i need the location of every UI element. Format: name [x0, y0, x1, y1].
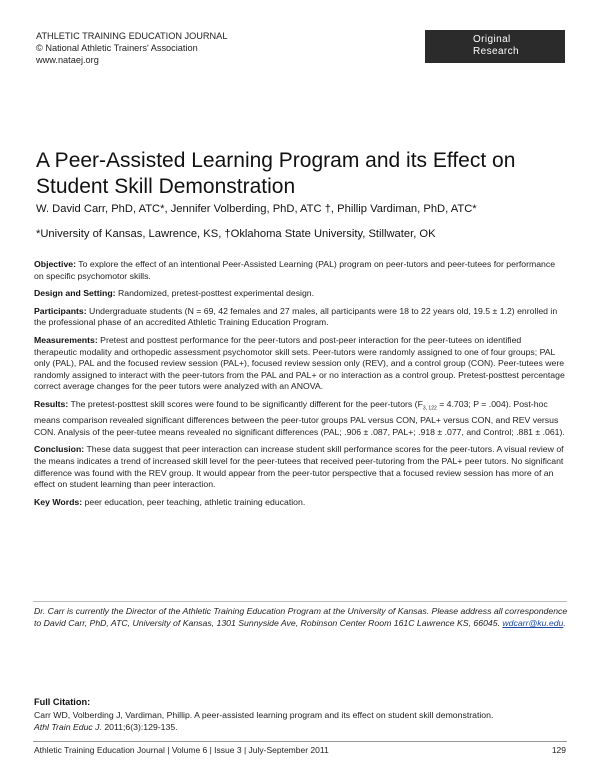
- results-label: Results:: [34, 398, 69, 409]
- objective-text: To explore the effect of an intentional Peer-Assisted Learning (PAL) program on peer-tutors and peer-tutees for performance on specific psychomotor skills.: [34, 259, 556, 281]
- abstract-design: [34, 288, 566, 300]
- keywords-text: peer education, peer teaching, athletic training education.: [84, 496, 306, 507]
- author-note-end: .: [563, 617, 566, 628]
- journal-header: [36, 30, 227, 66]
- objective-label: Objective:: [34, 259, 77, 269]
- author-note: [34, 606, 568, 630]
- badge-line-1: Original: [473, 34, 511, 45]
- citation-text: Carr WD, Volberding J, Vardiman, Phillip. A peer-assisted learning program and its effect on student skill demonstration.: [34, 710, 494, 720]
- measurements-label: Measurements:: [34, 334, 98, 345]
- journal-name: ATHLETIC TRAINING EDUCATION JOURNAL: [36, 31, 228, 41]
- author-note-text: Dr. Carr is currently the Director of the Athletic Training Education Program at the University of Kansas. Please address all correspondence to David Carr, PhD, ATC, University of Kansas, 1301 Sunnyside Ave, Robinson Center Room 161C Lawrence KS, 66045.: [34, 606, 568, 628]
- results-subscript: 3, 122: [422, 405, 437, 412]
- citation: [34, 710, 568, 734]
- measurements-text: Pretest and posttest performance for the peer-tutors and post-peer interaction for the peer-tutees on identified therapeutic modality and orthopedic assessment psychomotor skill sets. Peer-tutors were randomly assigned to one of four groups; PAL only (PAL), PAL and the focused review session (PAL+), focused review session only (REV), and a control group (CON). Peer-tutees were randomly assigned to interact with the peer-tutors from the PAL and PAL+ or no interaction as a control group. Pretest-posttest percentage correct average changes for the peer tutors were analyzed with an ANOVA.: [34, 334, 565, 392]
- abstract-measurements: [34, 335, 566, 393]
- citation-label: Full Citation:: [34, 697, 91, 707]
- website-link[interactable]: www.nataej.org: [36, 55, 99, 65]
- abstract-keywords: [34, 497, 566, 509]
- abstract-conclusion: [34, 444, 566, 490]
- conclusion-label: Conclusion:: [34, 444, 85, 455]
- affiliations: *University of Kansas, Lawrence, KS, †Oklahoma State University, Stillwater, OK: [36, 228, 436, 240]
- citation-details: 2011;6(3):129-135.: [101, 721, 178, 732]
- footer-divider: [33, 741, 567, 742]
- abstract: [34, 259, 566, 514]
- copyright-line: © National Athletic Trainers' Association: [36, 43, 198, 53]
- results-text-b: = 4.703; P = .004). Post-hoc means comparison revealed significant differences between the peer-tutor groups PAL versus CON, PAL+ versus CON, and REV versus CON. Analysis of the peer-tutee means revealed no significant differences (PAL; .906 ± .087, PAL+; .918 ± .077, and Control; .881 ± .061).: [34, 398, 565, 437]
- citation-journal: Athl Train Educ J.: [34, 721, 102, 732]
- participants-text: Undergraduate students (N = 69, 42 females and 27 males, all participants were 18 to 22 years old, 19.5 ± 1.2) enrolled in the professional phase of an accredited Athletic Training Education Program.: [34, 305, 558, 328]
- article-type-badge: [425, 30, 565, 63]
- divider: [33, 601, 567, 602]
- email-link[interactable]: wdcarr@ku.edu: [502, 617, 564, 628]
- page-number: 129: [551, 745, 566, 755]
- abstract-results: [34, 399, 566, 439]
- badge-line-2: Research: [473, 45, 519, 57]
- author-list: W. David Carr, PhD, ATC*, Jennifer Volberding, PhD, ATC †, Phillip Vardiman, PhD, ATC*: [36, 203, 477, 215]
- article-title: A Peer-Assisted Learning Program and its Effect on Student Skill Demonstration: [36, 149, 516, 198]
- results-text-a: The pretest-posttest skill scores were found to be significantly different for the peer-tutors (F: [70, 398, 423, 409]
- footer-text: Athletic Training Education Journal | Volume 6 | Issue 3 | July-September 2011: [34, 745, 329, 755]
- abstract-objective: [34, 259, 566, 282]
- conclusion-text: These data suggest that peer interaction can increase student skill performance scores for the peer-tutors. A visual review of the means indicates a trend of increased skill level for the peer-tutees that received peer-tutoring from the PAL+ peer tutors. No significant difference was found with the REV group. It would appear from the peer-tutor perspective that a focused review session has more of an effect on student learning than peer interaction.: [34, 444, 564, 490]
- abstract-participants: [34, 306, 566, 329]
- design-text: Randomized, pretest-posttest experimental design.: [118, 288, 315, 299]
- design-label: Design and Setting:: [34, 288, 116, 299]
- keywords-label: Key Words:: [34, 496, 83, 507]
- participants-label: Participants:: [34, 305, 87, 316]
